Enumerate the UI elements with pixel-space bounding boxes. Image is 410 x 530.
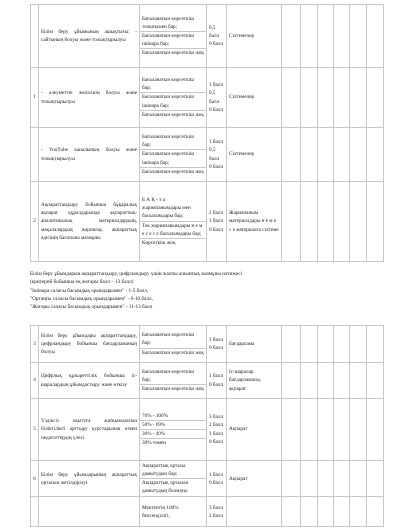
criteria-item: Бағаланатын көрсеткіш ішінара бар; [140, 150, 206, 167]
row-number: 4 [31, 363, 39, 399]
indicator-description: - YouTube каналының болуы және толықтырылуы [39, 128, 140, 182]
empty-cell [350, 399, 367, 461]
score-item: 1 балл [209, 471, 224, 478]
note-line: "Жоғары саласы басымдық орындарымен" - 11-13 балл [30, 304, 153, 311]
empty-cell [282, 5, 301, 68]
score-cell [207, 363, 227, 399]
empty-cell [301, 326, 318, 363]
score-item: 2 балл [209, 210, 224, 217]
evidence-source: Бағдарлама [227, 326, 282, 363]
criteria-item: 30% төмен [142, 440, 167, 447]
empty-cell [282, 326, 301, 363]
score-item: 0 балл [209, 163, 224, 170]
score-item: 0 балл [209, 438, 224, 445]
table-row [31, 497, 384, 527]
table-row [31, 182, 384, 262]
score-item: 3 балл [209, 504, 224, 511]
empty-cell [282, 399, 301, 461]
indicator-description: Білім беру ұйымдарының ақпараттық ортасын жетілдірілуі [39, 461, 140, 497]
note-line: "Ортаңғы саласы басымдық орындарымен" - 6-10 балл, [30, 295, 153, 302]
empty-cell [334, 68, 350, 128]
table-row [31, 399, 384, 461]
empty-cell [350, 182, 367, 262]
row-number: 1 [31, 68, 39, 128]
table-row [31, 5, 384, 68]
empty-cell [367, 363, 384, 399]
row-number [31, 497, 39, 527]
criteria-cell [140, 5, 207, 68]
note-line: (критерий бойынша ең жоғары балл – 13 балл) [30, 279, 134, 286]
row-number: 3 [31, 326, 39, 363]
criteria-item: 30% - 49% [140, 430, 206, 439]
criteria-item: Көрсеткіш жоқ [142, 239, 176, 246]
criteria-item: Бағаланатын көрсеткіш жоқ [142, 386, 204, 393]
empty-cell [282, 68, 301, 128]
empty-cell [301, 5, 318, 68]
evidence-source: Іс-шаралар бағдарламасы, ақпарат [227, 363, 282, 399]
empty-cell [301, 497, 318, 527]
criteria-item: Бағаланатын көрсеткіш жоқ [142, 50, 204, 57]
row-number [31, 5, 39, 68]
criteria-item: Б А Қ - т а жарияланымдары мен басылымдары бар; [140, 196, 206, 221]
score-item: 0,5 балл [209, 147, 220, 162]
score-cell [207, 128, 227, 182]
empty-cell [350, 326, 367, 363]
table-row [31, 68, 384, 128]
evidence-source: Сілтемелер [227, 68, 282, 128]
score-cell [207, 461, 227, 497]
indicator-description: Білім беру ұйымының ашықтығы: - сайтының болуы және толықтырылуы [39, 5, 140, 68]
score-item: 0,5 балл [209, 90, 220, 105]
empty-cell [367, 399, 384, 461]
score-item: 1 балл [209, 373, 224, 380]
indicator-description [39, 497, 140, 527]
empty-cell [318, 68, 334, 128]
criteria-cell [140, 68, 207, 128]
empty-cell [318, 461, 334, 497]
criteria-cell [140, 461, 207, 497]
empty-cell [301, 68, 318, 128]
empty-cell [334, 363, 350, 399]
score-item: 2 балл [209, 422, 224, 429]
criteria-item: Бағаланатын көрсеткіш бар; [140, 76, 206, 93]
row-number: 2 [31, 182, 39, 262]
note-line: "Ішінара саласы басымдық орындарымен" - 1-5 балл, [30, 287, 149, 294]
empty-cell [334, 399, 350, 461]
indicator-description: - әлеуметтік желісінің болуы және толықтырылуы [39, 68, 140, 128]
empty-cell [334, 326, 350, 363]
evidence-source: Сілтемелер [227, 5, 282, 68]
criteria-cell [140, 363, 207, 399]
empty-cell [350, 5, 367, 68]
indicator-description: Білім беру ұйымдары ақпараттандыру, цифрландыру бойынша бағдарламаның болуы [39, 326, 140, 363]
table-row [31, 363, 384, 399]
empty-cell [350, 68, 367, 128]
score-cell [207, 326, 227, 363]
criteria-cell [140, 497, 207, 527]
score-item: 0 балл [209, 345, 224, 351]
criteria-table-top [30, 4, 384, 262]
score-item: 0,5 балл [209, 24, 220, 39]
empty-cell [350, 363, 367, 399]
criteria-cell [140, 182, 207, 262]
empty-cell [301, 128, 318, 182]
empty-cell [367, 461, 384, 497]
criteria-item: Ақпараттық ортасын дамытудың болмауы [142, 480, 189, 495]
score-item: 0 балл [209, 479, 224, 486]
criteria-cell [140, 128, 207, 182]
score-item: 0 балл [209, 106, 224, 113]
evidence-source: Ақпарат [227, 461, 282, 497]
empty-cell [318, 5, 334, 68]
score-item: 1 балл [209, 430, 224, 437]
empty-cell [301, 363, 318, 399]
note-line: Білім беру ұйымдарын ақпараттандыру, цифрландыру үшін жалпы жиынтық мазмұны нәтижесі [30, 271, 242, 277]
score-item: 0 балл [209, 381, 224, 388]
empty-cell [334, 5, 350, 68]
summary-note [30, 270, 390, 312]
empty-cell [334, 128, 350, 182]
score-cell [207, 399, 227, 461]
evidence-source [227, 497, 282, 527]
empty-cell [367, 5, 384, 68]
criteria-item: Ақпараттық ортасы дамытудың бар; [140, 462, 206, 479]
empty-cell [318, 182, 334, 262]
row-number: 5 [31, 399, 39, 461]
empty-cell [350, 497, 367, 527]
criteria-item: Бағаланатын көрсеткіш жоқ [142, 349, 204, 356]
evidence-source: Жарияланым материалдары н е м е с е материалға сілтеме [227, 182, 282, 262]
table-row [31, 461, 384, 497]
indicator-description: Ақпараттандыру бойынша бұқаралық ақпарат құралдарында ақпараттық-аналитикалық материалдардың, мақалалардың жариялау, ақпараттық әдісінің бағасына мазмұны [39, 182, 140, 262]
empty-cell [334, 461, 350, 497]
empty-cell [350, 128, 367, 182]
criteria-item: Бағаланатын көрсеткіш жоқ [142, 168, 204, 175]
score-item: 0 балл [209, 226, 224, 233]
empty-cell [318, 363, 334, 399]
criteria-item: Бағаланатын көрсеткіш бар; [140, 368, 206, 385]
criteria-item: 50% - 69% [140, 421, 206, 430]
criteria-item: Бағаланатын көрсеткіш ішінара бар; [140, 32, 206, 49]
empty-cell [334, 182, 350, 262]
criteria-item: Бағаланатын көрсеткіш ішінара бар; [140, 93, 206, 110]
criteria-table-bottom [30, 325, 384, 527]
indicator-description: Үздіксіз оқытуға жатқызылатын біліктілікті арттыру курстарынан өткен педагогтердің үлесі [39, 399, 140, 461]
empty-cell [318, 326, 334, 363]
score-cell [207, 182, 227, 262]
criteria-cell [140, 399, 207, 461]
empty-cell [350, 461, 367, 497]
score-item: 1 балл [209, 139, 224, 146]
score-item: 1 балл [209, 218, 224, 225]
criteria-item: Бағаланатын көрсеткіш бар; [140, 133, 206, 150]
empty-cell [282, 182, 301, 262]
empty-cell [367, 326, 384, 363]
score-cell [207, 68, 227, 128]
empty-cell [367, 497, 384, 527]
empty-cell [301, 461, 318, 497]
empty-cell [318, 497, 334, 527]
row-number: 6 [31, 461, 39, 497]
empty-cell [282, 363, 301, 399]
table-row [31, 128, 384, 182]
criteria-item: 70% - 100% [140, 412, 206, 421]
indicator-description: Цифрлық құзыреттілік бойынша іс-шаралардың ұйымдастыру және өткізу [39, 363, 140, 399]
empty-cell [282, 497, 301, 527]
score-item: 1 балл [209, 82, 224, 89]
evidence-source: Ақпарат [227, 399, 282, 461]
score-item: 0 балл [209, 41, 224, 48]
empty-cell [318, 399, 334, 461]
criteria-cell [140, 326, 207, 363]
empty-cell [318, 128, 334, 182]
empty-cell [367, 182, 384, 262]
score-item: 2 балл [209, 512, 224, 519]
row-number [31, 128, 39, 182]
criteria-item: Бағаланатын көрсеткіш жоқ [142, 111, 204, 118]
table-row [31, 326, 384, 363]
empty-cell [282, 128, 301, 182]
score-cell [207, 497, 227, 527]
empty-cell [282, 461, 301, 497]
empty-cell [301, 182, 318, 262]
empty-cell [367, 68, 384, 128]
empty-cell [367, 128, 384, 182]
score-cell [207, 5, 227, 68]
empty-cell [301, 399, 318, 461]
empty-cell [334, 497, 350, 527]
criteria-item: Бағаланатын көрсеткіш бар; [140, 331, 206, 348]
criteria-item: Тек жарияланымдары н е м е с е с е басылымдары бар; [140, 222, 206, 239]
score-item: 3 балл [209, 414, 224, 421]
score-item: 1 балл [209, 336, 224, 343]
evidence-source: Сілтемелер [227, 128, 282, 182]
criteria-item: Бағаланатын көрсеткіш толығымен бар; [140, 15, 206, 32]
criteria-item: Мектептің 100% белсенділігі, [142, 504, 179, 519]
